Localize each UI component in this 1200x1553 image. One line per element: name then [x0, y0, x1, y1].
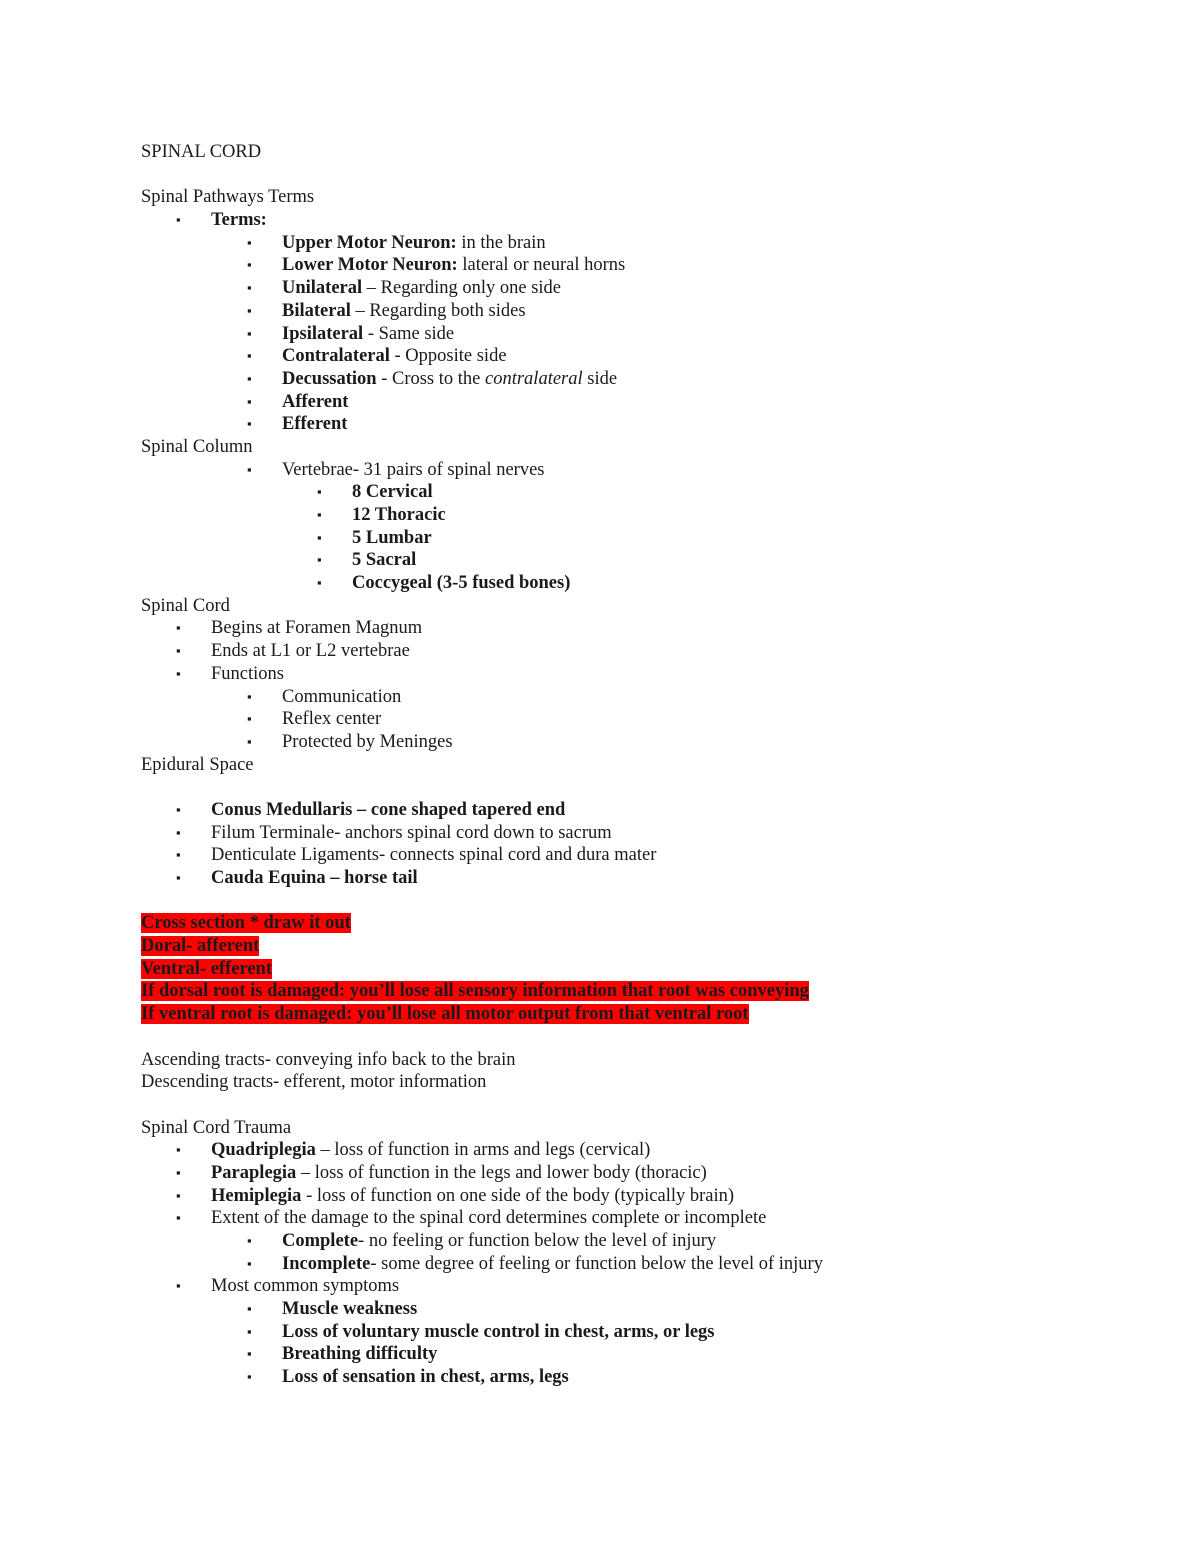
list-item — [141, 1230, 1101, 1253]
symptom-item: Loss of voluntary muscle control in chest, arms, or legs — [282, 1321, 715, 1342]
bullet-icon: ▪ — [317, 529, 322, 545]
list-item — [141, 844, 1101, 867]
list-item — [141, 731, 1101, 754]
symptom-item: Loss of sensation in chest, arms, legs — [282, 1367, 569, 1388]
list-item — [141, 1185, 1101, 1208]
definition: – Regarding only one side — [362, 278, 561, 299]
function-item: Communication — [282, 686, 402, 707]
vertebra-group: Coccygeal (3-5 fused bones) — [352, 573, 571, 594]
section-heading-cord: Spinal Cord — [141, 595, 230, 616]
list-item — [141, 413, 1101, 436]
list-item — [141, 1275, 1101, 1298]
section-heading-column: Spinal Column — [141, 436, 253, 457]
definition: lateral or neural horns — [457, 255, 626, 276]
list-item — [141, 254, 1101, 277]
list-item — [141, 822, 1101, 845]
bullet-icon: ▪ — [247, 711, 252, 727]
epidural-item: Conus Medullaris – cone shaped tapered end — [211, 799, 566, 820]
epidural-item: Filum Terminale- anchors spinal cord down to sacrum — [211, 822, 612, 843]
list-item — [141, 300, 1101, 323]
bullet-icon: ▪ — [176, 1187, 181, 1203]
highlighted-text: If dorsal root is damaged: you’ll lose all sensory information that root was conveying — [141, 981, 809, 1002]
definition-end: side — [582, 368, 618, 389]
list-item — [141, 368, 1101, 391]
bullet-icon: ▪ — [176, 870, 181, 885]
bullet-icon: ▪ — [176, 1210, 181, 1226]
bullet-icon: ▪ — [176, 1142, 181, 1158]
list-item — [141, 459, 1101, 482]
list-item — [141, 323, 1101, 346]
list-item — [141, 277, 1101, 300]
bullet-icon: ▪ — [247, 733, 252, 749]
list-item — [141, 527, 1101, 550]
bullet-icon: ▪ — [247, 348, 252, 364]
list-item — [141, 345, 1101, 368]
bullet-icon: ▪ — [317, 552, 322, 568]
vertebra-group: 5 Sacral — [352, 550, 417, 571]
bullet-icon: ▪ — [247, 325, 252, 341]
highlighted-text: Ventral- efferent — [141, 958, 272, 979]
list-item — [141, 799, 1101, 822]
terms-label: Terms: — [211, 210, 267, 231]
bullet-icon: ▪ — [247, 257, 252, 273]
symptom-item: Muscle weakness — [282, 1299, 418, 1320]
bullet-icon: ▪ — [247, 1255, 252, 1271]
list-item — [141, 209, 1101, 232]
bullet-icon: ▪ — [176, 620, 181, 636]
definition: - some degree of feeling or function below the level of injury — [370, 1253, 823, 1274]
epidural-item: Cauda Equina – horse tail — [211, 868, 418, 888]
definition: - loss of function on one side of the body (typically brain) — [301, 1185, 735, 1206]
list-item — [141, 663, 1101, 686]
list-item — [141, 504, 1101, 527]
highlighted-text: Cross section * draw it out — [141, 913, 351, 934]
function-item: Reflex center — [282, 709, 382, 730]
descending-tracts: Descending tracts- efferent, motor information — [141, 1072, 487, 1093]
bullet-icon: ▪ — [247, 370, 252, 386]
list-item — [141, 1253, 1101, 1276]
ascending-tracts: Ascending tracts- conveying info back to the brain — [141, 1049, 516, 1070]
term: Afferent — [282, 391, 349, 412]
cord-fact: Functions — [211, 663, 284, 684]
list-item — [141, 1162, 1101, 1185]
bullet-icon: ▪ — [247, 1346, 252, 1362]
vertebrae-text: Vertebrae- 31 pairs of spinal nerves — [282, 459, 545, 480]
bullet-icon: ▪ — [176, 212, 181, 228]
bullet-icon: ▪ — [176, 665, 181, 681]
term: Paraplegia — [211, 1162, 297, 1183]
bullet-icon: ▪ — [247, 302, 252, 318]
list-item — [141, 1343, 1101, 1366]
term: Complete — [282, 1231, 359, 1251]
term: Ipsilateral — [282, 323, 364, 344]
list-item — [141, 1207, 1101, 1230]
list-item — [141, 232, 1101, 255]
bullet-icon: ▪ — [247, 688, 252, 704]
list-item — [141, 549, 1101, 572]
bullet-icon: ▪ — [247, 393, 252, 409]
bullet-icon: ▪ — [247, 1233, 252, 1248]
bullet-icon: ▪ — [317, 484, 322, 500]
term: Upper Motor Neuron: — [282, 232, 457, 253]
highlight-line — [141, 958, 1101, 981]
list-item — [141, 391, 1101, 414]
bullet-icon: ▪ — [247, 234, 252, 250]
definition: – loss of function in arms and legs (cervical) — [315, 1140, 651, 1161]
document-title: SPINAL CORD — [141, 142, 262, 162]
highlighted-text: Doral- afferent — [141, 936, 260, 957]
document-page — [141, 141, 1101, 1389]
bullet-icon: ▪ — [176, 1164, 181, 1180]
list-item — [141, 708, 1101, 731]
function-item: Protected by Meninges — [282, 731, 453, 752]
definition: - Same side — [363, 323, 455, 344]
bullet-icon: ▪ — [317, 507, 322, 522]
list-item — [141, 1321, 1101, 1344]
term: Bilateral — [282, 300, 351, 321]
highlight-line — [141, 935, 1101, 958]
list-item — [141, 686, 1101, 709]
symptoms-label: Most common symptoms — [211, 1276, 400, 1297]
extent-text: Extent of the damage to the spinal cord determines complete or incomplete — [211, 1208, 767, 1229]
list-item — [141, 481, 1101, 504]
definition: - Cross to the — [376, 368, 485, 389]
highlight-line — [141, 980, 1101, 1003]
highlighted-text: If ventral root is damaged: you’ll lose all motor output from that ventral root — [141, 1004, 749, 1025]
term: Decussation — [282, 368, 377, 389]
bullet-icon: ▪ — [176, 643, 181, 659]
definition: - no feeling or function below the level of injury — [358, 1231, 717, 1251]
list-item — [141, 640, 1101, 663]
vertebra-group: 5 Lumbar — [352, 527, 432, 548]
term: Incomplete — [282, 1253, 371, 1274]
list-item — [141, 867, 1101, 890]
cord-fact: Ends at L1 or L2 vertebrae — [211, 641, 410, 662]
bullet-icon: ▪ — [176, 801, 181, 817]
list-item — [141, 1366, 1101, 1389]
highlight-line — [141, 912, 1101, 935]
bullet-icon: ▪ — [317, 575, 322, 591]
section-heading-trauma: Spinal Cord Trauma — [141, 1117, 292, 1138]
definition-italic: contralateral — [485, 368, 583, 389]
term: Efferent — [282, 414, 348, 435]
highlight-line — [141, 1003, 1101, 1026]
definition: in the brain — [456, 232, 546, 253]
term: Contralateral — [282, 346, 390, 367]
term: Quadriplegia — [211, 1140, 316, 1161]
definition: – Regarding both sides — [350, 300, 526, 321]
list-item — [141, 617, 1101, 640]
bullet-icon: ▪ — [176, 847, 181, 863]
definition: - Opposite side — [389, 346, 507, 367]
bullet-icon: ▪ — [247, 416, 252, 432]
epidural-item: Denticulate Ligaments- connects spinal cord and dura mater — [211, 845, 657, 866]
vertebra-group: 12 Thoracic — [352, 505, 446, 525]
term: Lower Motor Neuron: — [282, 255, 458, 276]
bullet-icon: ▪ — [176, 1278, 181, 1294]
term: Hemiplegia — [211, 1185, 302, 1206]
list-item — [141, 1139, 1101, 1162]
bullet-icon: ▪ — [247, 1323, 252, 1339]
list-item — [141, 1298, 1101, 1321]
cord-fact: Begins at Foramen Magnum — [211, 618, 423, 639]
term: Unilateral — [282, 278, 363, 299]
symptom-item: Breathing difficulty — [282, 1344, 438, 1365]
section-heading-epidural: Epidural Space — [141, 754, 254, 775]
bullet-icon: ▪ — [247, 1369, 252, 1385]
list-item — [141, 572, 1101, 595]
bullet-icon: ▪ — [247, 1301, 252, 1317]
bullet-icon: ▪ — [247, 280, 252, 296]
vertebra-group: 8 Cervical — [352, 482, 433, 503]
bullet-icon: ▪ — [247, 461, 252, 477]
section-heading-pathways: Spinal Pathways Terms — [141, 187, 315, 208]
bullet-icon: ▪ — [176, 824, 181, 840]
definition: – loss of function in the legs and lower body (thoracic) — [296, 1162, 707, 1183]
